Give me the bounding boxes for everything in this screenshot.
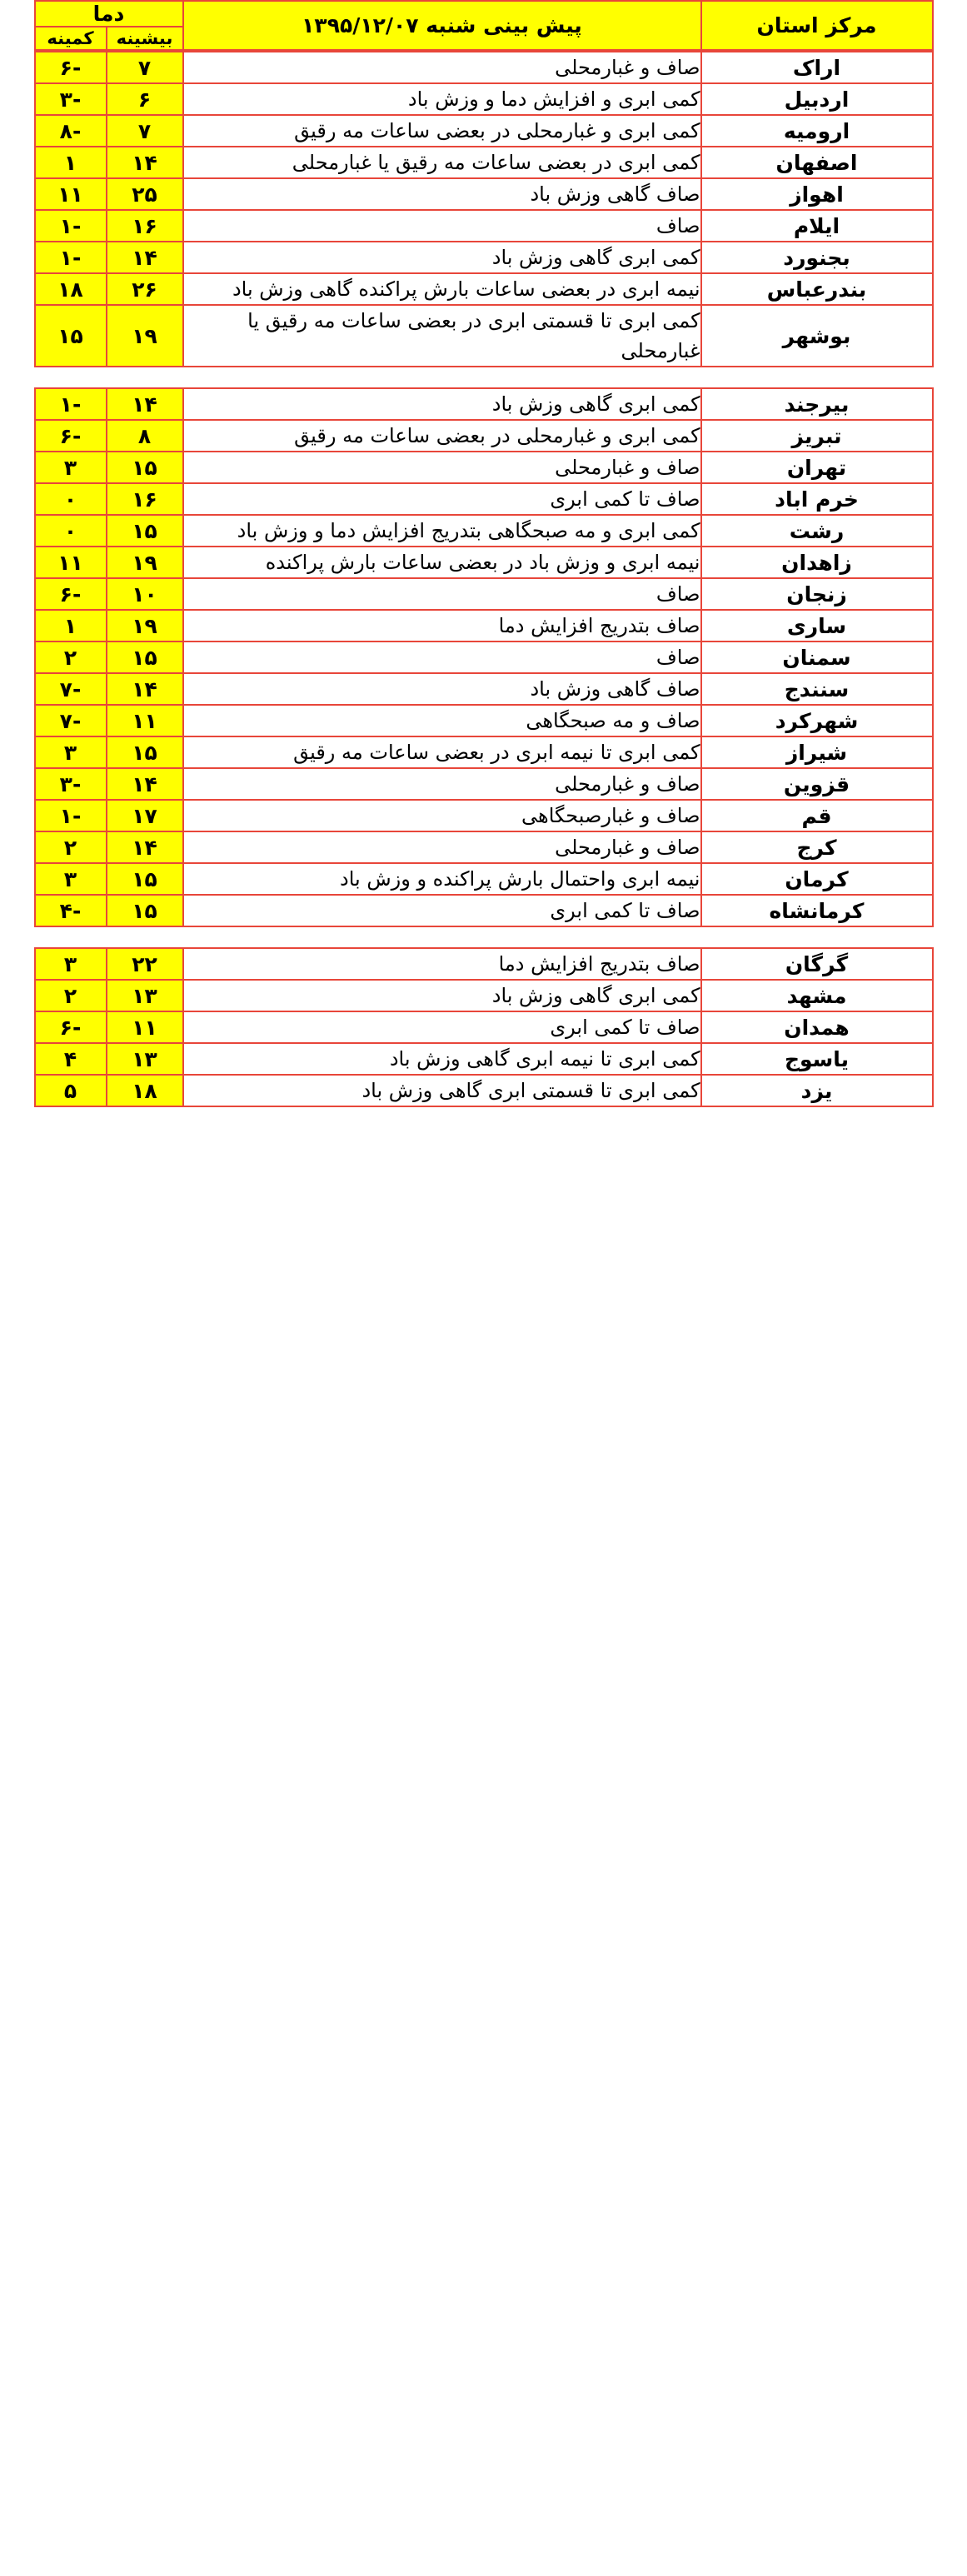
city-name: ایلام: [701, 210, 933, 242]
table-row: [35, 1011, 933, 1043]
city-name: سنندج: [701, 673, 933, 705]
min-temperature: ۱: [35, 147, 107, 178]
max-temperature: ۱۶: [107, 483, 183, 515]
min-temperature: ۵: [35, 1075, 107, 1106]
max-temperature: ۶: [107, 83, 183, 115]
forecast-description: صاف و مه صبحگاهی: [183, 705, 701, 736]
max-temperature: ۱۷: [107, 800, 183, 831]
table-row: [35, 452, 933, 483]
table-row: [35, 736, 933, 768]
forecast-description: صاف و غبارمحلی: [183, 831, 701, 863]
city-name: اهواز: [701, 178, 933, 210]
table-row: [35, 178, 933, 210]
table-row: [35, 673, 933, 705]
max-temperature: ۱۵: [107, 736, 183, 768]
header-temperature-column: دما: [35, 1, 183, 27]
table-row: [35, 800, 933, 831]
forecast-description: نیمه ابری و وزش باد در بعضی ساعات بارش پراکنده: [183, 547, 701, 578]
forecast-description: کمی ابری و غبارمحلی در بعضی ساعات مه رقیق: [183, 420, 701, 452]
table-row: [35, 1075, 933, 1106]
max-temperature: ۷: [107, 52, 183, 83]
max-temperature: ۱۰: [107, 578, 183, 610]
forecast-table-group-1: [34, 51, 934, 367]
table-row: [35, 831, 933, 863]
city-name: یزد: [701, 1075, 933, 1106]
max-temperature: ۱۹: [107, 305, 183, 367]
table-row: [35, 115, 933, 147]
max-temperature: ۱۱: [107, 1011, 183, 1043]
city-name: سمنان: [701, 642, 933, 673]
table-row: [35, 388, 933, 420]
table-row: [35, 515, 933, 547]
city-name: بوشهر: [701, 305, 933, 367]
city-name: یاسوج: [701, 1043, 933, 1075]
min-temperature: -۶: [35, 52, 107, 83]
forecast-description: کمی ابری تا نیمه ابری گاهی وزش باد: [183, 1043, 701, 1075]
table-row: [35, 768, 933, 800]
min-temperature: -۳: [35, 768, 107, 800]
forecast-description: صاف و غبارمحلی: [183, 452, 701, 483]
table-row: [35, 83, 933, 115]
min-temperature: ۱۸: [35, 273, 107, 305]
min-temperature: -۶: [35, 578, 107, 610]
forecast-description: صاف تا کمی ابری: [183, 895, 701, 926]
forecast-description: صاف گاهی وزش باد: [183, 178, 701, 210]
forecast-description: کمی ابری در بعضی ساعات مه رقیق یا غبارمحلی: [183, 147, 701, 178]
table-group-divider: [0, 367, 967, 387]
city-name: کرمانشاه: [701, 895, 933, 926]
city-name: بجنورد: [701, 242, 933, 273]
max-temperature: ۱۵: [107, 642, 183, 673]
max-temperature: ۱۶: [107, 210, 183, 242]
max-temperature: ۷: [107, 115, 183, 147]
forecast-table-group-2: [34, 387, 934, 927]
min-temperature: ۱۵: [35, 305, 107, 367]
weather-forecast-page: [0, 0, 967, 1107]
max-temperature: ۸: [107, 420, 183, 452]
max-temperature: ۱۳: [107, 1043, 183, 1075]
max-temperature: ۱۹: [107, 610, 183, 642]
forecast-description: صاف بتدریج افزایش دما: [183, 610, 701, 642]
forecast-description: صاف و غبارمحلی: [183, 52, 701, 83]
max-temperature: ۱۴: [107, 673, 183, 705]
min-temperature: -۱: [35, 210, 107, 242]
forecast-description: کمی ابری تا قسمتی ابری گاهی وزش باد: [183, 1075, 701, 1106]
max-temperature: ۲۲: [107, 948, 183, 980]
min-temperature: ۳: [35, 948, 107, 980]
max-temperature: ۱۵: [107, 452, 183, 483]
table-row: [35, 610, 933, 642]
table-row: [35, 52, 933, 83]
forecast-description: صاف و غبارمحلی: [183, 768, 701, 800]
table-row: [35, 948, 933, 980]
min-temperature: ۱: [35, 610, 107, 642]
min-temperature: ۳: [35, 863, 107, 895]
table-row: [35, 210, 933, 242]
table-row: [35, 420, 933, 452]
city-name: ساری: [701, 610, 933, 642]
max-temperature: ۲۵: [107, 178, 183, 210]
table-row: [35, 305, 933, 367]
city-name: قم: [701, 800, 933, 831]
forecast-description: صاف بتدریج افزایش دما: [183, 948, 701, 980]
min-temperature: -۴: [35, 895, 107, 926]
city-name: زنجان: [701, 578, 933, 610]
header-city-column: مرکز استان: [701, 1, 933, 50]
table-row: [35, 547, 933, 578]
city-name: شیراز: [701, 736, 933, 768]
table-row: [35, 863, 933, 895]
max-temperature: ۲۶: [107, 273, 183, 305]
max-temperature: ۱۴: [107, 768, 183, 800]
min-temperature: ۰: [35, 483, 107, 515]
header-forecast-column: پیش بینی شنبه ۱۳۹۵/۱۲/۰۷: [183, 1, 701, 50]
max-temperature: ۱۸: [107, 1075, 183, 1106]
table-row: [35, 1043, 933, 1075]
forecast-description: صاف: [183, 642, 701, 673]
forecast-description: کمی ابری گاهی وزش باد: [183, 980, 701, 1011]
forecast-description: صاف گاهی وزش باد: [183, 673, 701, 705]
max-temperature: ۱۴: [107, 147, 183, 178]
city-name: اراک: [701, 52, 933, 83]
min-temperature: -۷: [35, 705, 107, 736]
max-temperature: ۱۹: [107, 547, 183, 578]
max-temperature: ۱۵: [107, 895, 183, 926]
city-name: بیرجند: [701, 388, 933, 420]
forecast-description: صاف تا کمی ابری: [183, 483, 701, 515]
max-temperature: ۱۳: [107, 980, 183, 1011]
header-max-column: بیشینه: [107, 27, 183, 50]
city-name: تبریز: [701, 420, 933, 452]
min-temperature: -۶: [35, 1011, 107, 1043]
max-temperature: ۱۴: [107, 831, 183, 863]
forecast-description: صاف تا کمی ابری: [183, 1011, 701, 1043]
city-name: اردبیل: [701, 83, 933, 115]
forecast-description: نیمه ابری واحتمال بارش پراکنده و وزش باد: [183, 863, 701, 895]
forecast-description: کمی ابری تا قسمتی ابری در بعضی ساعات مه رقیق یا غبارمحلی: [183, 305, 701, 367]
min-temperature: ۳: [35, 452, 107, 483]
forecast-description: صاف و غبارصبحگاهی: [183, 800, 701, 831]
forecast-description: کمی ابری و غبارمحلی در بعضی ساعات مه رقیق: [183, 115, 701, 147]
table-row: [35, 273, 933, 305]
table-row: [35, 642, 933, 673]
min-temperature: -۱: [35, 800, 107, 831]
min-temperature: ۱۱: [35, 547, 107, 578]
city-name: شهرکرد: [701, 705, 933, 736]
table-row: [35, 705, 933, 736]
min-temperature: -۱: [35, 242, 107, 273]
header-min-column: کمینه: [35, 27, 107, 50]
table-row: [35, 147, 933, 178]
forecast-description: کمی ابری و افزایش دما و وزش باد: [183, 83, 701, 115]
city-name: زاهدان: [701, 547, 933, 578]
city-name: گرگان: [701, 948, 933, 980]
max-temperature: ۱۴: [107, 388, 183, 420]
min-temperature: -۳: [35, 83, 107, 115]
city-name: بندرعباس: [701, 273, 933, 305]
min-temperature: ۰: [35, 515, 107, 547]
forecast-description: کمی ابری گاهی وزش باد: [183, 388, 701, 420]
city-name: خرم اباد: [701, 483, 933, 515]
max-temperature: ۱۴: [107, 242, 183, 273]
min-temperature: -۸: [35, 115, 107, 147]
min-temperature: ۱۱: [35, 178, 107, 210]
city-name: قزوین: [701, 768, 933, 800]
city-name: کرمان: [701, 863, 933, 895]
forecast-body-group-3: [35, 948, 933, 1106]
forecast-body-group-1: [35, 52, 933, 367]
forecast-description: کمی ابری و مه صبحگاهی بتدریج افزایش دما و وزش باد: [183, 515, 701, 547]
forecast-description: کمی ابری گاهی وزش باد: [183, 242, 701, 273]
city-name: رشت: [701, 515, 933, 547]
city-name: کرج: [701, 831, 933, 863]
min-temperature: ۲: [35, 642, 107, 673]
min-temperature: ۳: [35, 736, 107, 768]
min-temperature: ۲: [35, 980, 107, 1011]
max-temperature: ۱۵: [107, 863, 183, 895]
min-temperature: ۲: [35, 831, 107, 863]
table-row: [35, 895, 933, 926]
forecast-description: کمی ابری تا نیمه ابری در بعضی ساعات مه رقیق: [183, 736, 701, 768]
min-temperature: -۱: [35, 388, 107, 420]
forecast-description: صاف: [183, 578, 701, 610]
table-row: [35, 980, 933, 1011]
min-temperature: ۴: [35, 1043, 107, 1075]
max-temperature: ۱۵: [107, 515, 183, 547]
max-temperature: ۱۱: [107, 705, 183, 736]
city-name: مشهد: [701, 980, 933, 1011]
forecast-description: نیمه ابری در بعضی ساعات بارش پراکنده گاهی وزش باد: [183, 273, 701, 305]
min-temperature: -۷: [35, 673, 107, 705]
city-name: همدان: [701, 1011, 933, 1043]
table-row: [35, 578, 933, 610]
forecast-body-group-2: [35, 388, 933, 926]
table-row: [35, 242, 933, 273]
table-group-divider: [0, 927, 967, 947]
min-temperature: -۶: [35, 420, 107, 452]
city-name: اصفهان: [701, 147, 933, 178]
forecast-header-table: [34, 0, 934, 51]
city-name: ارومیه: [701, 115, 933, 147]
forecast-table-group-3: [34, 947, 934, 1107]
forecast-description: صاف: [183, 210, 701, 242]
header-row-main: [35, 1, 933, 27]
table-row: [35, 483, 933, 515]
city-name: تهران: [701, 452, 933, 483]
